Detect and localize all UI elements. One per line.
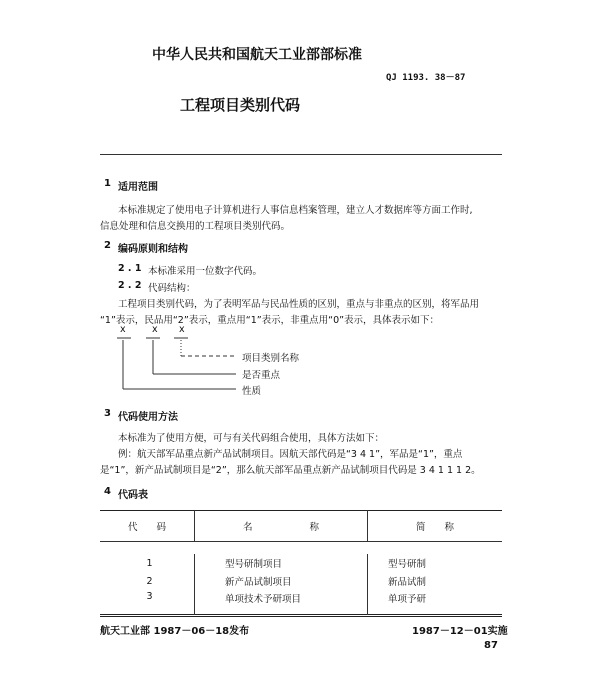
standard-title: 中华人民共和国航天工业部部标准 — [152, 47, 362, 63]
section-3-number: 3 — [104, 408, 111, 419]
cell-code: 3 — [100, 590, 195, 615]
column-header-abbreviation: 简 称 — [415, 522, 454, 533]
standard-code: QJ 1193. 38－87 — [386, 73, 466, 83]
column-header-code: 代 码 — [100, 511, 195, 542]
document-title: 工程项目类别代码 — [180, 96, 301, 114]
cell-name: 新产品试制项目 — [195, 572, 368, 590]
diagram-digit-1: x — [120, 324, 126, 335]
section-1-title: 适用范围 — [118, 182, 158, 193]
clause-2-1-number: 2 . 1 — [118, 263, 142, 274]
section-1-paragraph-line-1: 本标准规定了使用电子计算机进行人事信息档案管理，建立人才数据库等方面工作时, — [118, 205, 473, 216]
diagram-digit-3: x — [179, 324, 185, 335]
diagram-label-item-category: 项目类别名称 — [242, 353, 300, 364]
clause-2-2-number: 2 . 2 — [118, 280, 142, 291]
section-1-number: 1 — [104, 178, 111, 189]
section-3-example-line-2: 是“1”，新产品试制项目是“2”，那么航天部军品重点新产品试制项目代码是 3 4 1 1 1 2。 — [100, 465, 481, 476]
cell-abbreviation: 新品试制 — [388, 577, 427, 588]
code-table — [100, 510, 502, 615]
clause-2-2-text: 代码结构： — [148, 283, 196, 294]
section-2-title: 编码原则和结构 — [118, 244, 188, 255]
table-row — [100, 554, 502, 572]
section-4-title: 代码表 — [118, 490, 148, 501]
effective-date: 1987－12－01实施 — [412, 626, 508, 637]
cell-abbreviation: 单项予研 — [388, 594, 427, 605]
cell-name: 型号研制项目 — [195, 554, 368, 572]
clause-2-1-text: 本标准采用一位数字代码。 — [148, 266, 263, 277]
cell-name: 单项技术予研项目 — [195, 590, 368, 615]
cell-code: 2 — [100, 572, 195, 590]
section-2-paragraph-line-2: “1”表示，民品用“2”表示，重点用“1”表示，非重点用“0”表示，具体表示如下： — [100, 315, 440, 326]
section-1-paragraph-line-2: 信息处理和信息交换用的工程项目类别代码。 — [100, 221, 291, 232]
diagram-label-key-point: 是否重点 — [242, 370, 281, 381]
diagram-label-nature: 性质 — [242, 386, 262, 397]
table-header-row — [100, 511, 502, 542]
section-2-number: 2 — [104, 240, 111, 251]
issued-date: 航天工业部 1987－06－18发布 — [100, 626, 250, 637]
section-3-example-line-1: 例：航天部军品重点新产品试制项目。因航天部代码是“3 4 1”，军品是“1”，重点 — [118, 449, 463, 460]
table-row — [100, 590, 502, 615]
cell-code: 1 — [100, 554, 195, 572]
column-header-name: 名 称 — [195, 511, 368, 542]
section-3-title: 代码使用方法 — [118, 412, 178, 423]
diagram-digit-2: x — [152, 324, 158, 335]
cell-abbreviation: 型号研制 — [388, 559, 427, 570]
footer-rule — [100, 616, 502, 617]
section-2-paragraph-line-1: 工程项目类别代码，为了表明军品与民品性质的区别，重点与非重点的区别，将军品用 — [118, 299, 480, 310]
page-number: 87 — [484, 640, 498, 651]
section-3-paragraph-1: 本标准为了使用方便，可与有关代码组合使用，具体方法如下： — [118, 433, 385, 444]
table-row — [100, 572, 502, 590]
section-4-number: 4 — [104, 486, 111, 497]
